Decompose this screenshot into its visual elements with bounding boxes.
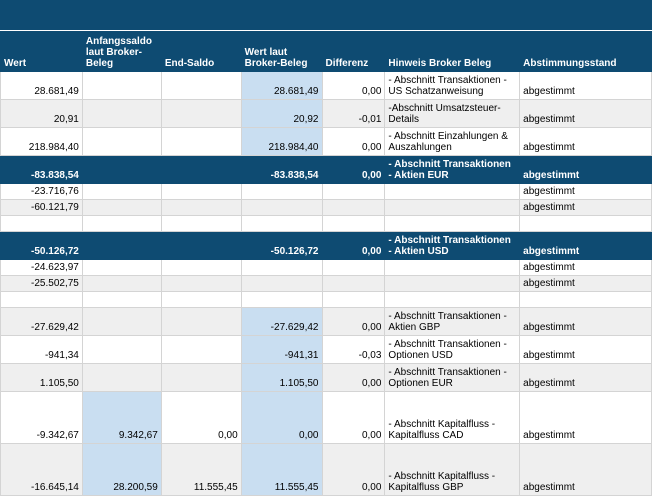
- cell-differenz[interactable]: 0,00: [322, 364, 385, 392]
- table-row: [1, 184, 652, 200]
- cell-wert-laut[interactable]: -941,31: [241, 336, 322, 364]
- table-row: [1, 336, 652, 364]
- cell-differenz[interactable]: 0,00: [322, 444, 385, 496]
- cell-hinweis[interactable]: - Abschnitt Kapitalfluss - Kapitalfluss GBP: [385, 444, 520, 496]
- cell-wert-laut[interactable]: 218.984,40: [241, 128, 322, 156]
- col-header-wert[interactable]: Wert: [1, 32, 83, 72]
- table-row: [1, 128, 652, 156]
- cell-wert-laut[interactable]: -83.838,54: [241, 156, 322, 184]
- cell-wert-laut[interactable]: 20,92: [241, 100, 322, 128]
- cell-anfangssaldo[interactable]: 28.200,59: [82, 444, 161, 496]
- cell-abstimmungsstand[interactable]: [520, 292, 652, 308]
- table-row: [1, 216, 652, 232]
- cell-hinweis[interactable]: - Abschnitt Transaktionen - Aktien EUR: [385, 156, 520, 184]
- table-row: [1, 260, 652, 276]
- cell-wert[interactable]: -23.716,76: [1, 184, 83, 200]
- cell-anfangssaldo[interactable]: [82, 232, 161, 260]
- cell-anfangssaldo[interactable]: [82, 336, 161, 364]
- cell-anfangssaldo[interactable]: 9.342,67: [82, 392, 161, 444]
- cell-anfangssaldo[interactable]: [82, 200, 161, 216]
- table-row: [1, 392, 652, 444]
- cell-differenz[interactable]: 0,00: [322, 128, 385, 156]
- cell-wert[interactable]: 28.681,49: [1, 72, 83, 100]
- cell-differenz[interactable]: 0,00: [322, 232, 385, 260]
- header-row: [1, 32, 652, 72]
- top-banner: [0, 0, 652, 30]
- cell-wert-laut[interactable]: -50.126,72: [241, 232, 322, 260]
- table-row: [1, 200, 652, 216]
- cell-anfangssaldo[interactable]: [82, 128, 161, 156]
- cell-hinweis[interactable]: [385, 200, 520, 216]
- cell-wert-laut[interactable]: [241, 276, 322, 292]
- cell-wert-laut[interactable]: 0,00: [241, 392, 322, 444]
- cell-hinweis[interactable]: [385, 276, 520, 292]
- cell-end-saldo[interactable]: [161, 156, 241, 184]
- cell-hinweis[interactable]: [385, 260, 520, 276]
- cell-abstimmungsstand[interactable]: abgestimmt: [520, 308, 652, 336]
- cell-differenz[interactable]: -0,01: [322, 100, 385, 128]
- cell-wert[interactable]: -941,34: [1, 336, 83, 364]
- cell-abstimmungsstand[interactable]: abgestimmt: [520, 156, 652, 184]
- cell-abstimmungsstand[interactable]: abgestimmt: [520, 392, 652, 444]
- cell-wert[interactable]: 20,91: [1, 100, 83, 128]
- cell-anfangssaldo[interactable]: [82, 184, 161, 200]
- cell-anfangssaldo[interactable]: [82, 72, 161, 100]
- cell-abstimmungsstand[interactable]: abgestimmt: [520, 200, 652, 216]
- cell-wert-laut[interactable]: 28.681,49: [241, 72, 322, 100]
- cell-wert[interactable]: 218.984,40: [1, 128, 83, 156]
- cell-end-saldo[interactable]: [161, 232, 241, 260]
- cell-wert-laut[interactable]: [241, 292, 322, 308]
- table-row: [1, 100, 652, 128]
- cell-end-saldo[interactable]: [161, 100, 241, 128]
- cell-abstimmungsstand[interactable]: abgestimmt: [520, 232, 652, 260]
- table-row: [1, 276, 652, 292]
- cell-wert[interactable]: -9.342,67: [1, 392, 83, 444]
- cell-wert[interactable]: -24.623,97: [1, 260, 83, 276]
- col-header-anfangssaldo[interactable]: Anfangssaldo laut Broker-Beleg: [82, 32, 161, 72]
- cell-wert[interactable]: -27.629,42: [1, 308, 83, 336]
- cell-hinweis[interactable]: - Abschnitt Transaktionen - Aktien USD: [385, 232, 520, 260]
- cell-hinweis[interactable]: - Abschnitt Transaktionen - Optionen USD: [385, 336, 520, 364]
- cell-wert[interactable]: -60.121,79: [1, 200, 83, 216]
- cell-end-saldo[interactable]: [161, 308, 241, 336]
- cell-anfangssaldo[interactable]: [82, 100, 161, 128]
- cell-abstimmungsstand[interactable]: abgestimmt: [520, 276, 652, 292]
- cell-hinweis[interactable]: - Abschnitt Transaktionen - US Schatzanweisung: [385, 72, 520, 100]
- cell-wert-laut[interactable]: -27.629,42: [241, 308, 322, 336]
- table-row: [1, 308, 652, 336]
- cell-hinweis[interactable]: [385, 216, 520, 232]
- cell-hinweis[interactable]: - Abschnitt Transaktionen - Aktien GBP: [385, 308, 520, 336]
- cell-differenz[interactable]: 0,00: [322, 72, 385, 100]
- cell-end-saldo[interactable]: 11.555,45: [161, 444, 241, 496]
- cell-differenz[interactable]: [322, 292, 385, 308]
- cell-hinweis[interactable]: [385, 184, 520, 200]
- cell-abstimmungsstand[interactable]: abgestimmt: [520, 336, 652, 364]
- cell-anfangssaldo[interactable]: [82, 156, 161, 184]
- cell-hinweis[interactable]: [385, 292, 520, 308]
- cell-wert[interactable]: -16.645,14: [1, 444, 83, 496]
- cell-differenz[interactable]: [322, 216, 385, 232]
- cell-abstimmungsstand[interactable]: abgestimmt: [520, 260, 652, 276]
- cell-anfangssaldo[interactable]: [82, 260, 161, 276]
- table-row: [1, 292, 652, 308]
- cell-hinweis[interactable]: - Abschnitt Kapitalfluss - Kapitalfluss CAD: [385, 392, 520, 444]
- cell-wert-laut[interactable]: [241, 184, 322, 200]
- cell-anfangssaldo[interactable]: [82, 364, 161, 392]
- cell-anfangssaldo[interactable]: [82, 276, 161, 292]
- table-row: [1, 72, 652, 100]
- cell-differenz[interactable]: -0,03: [322, 336, 385, 364]
- cell-anfangssaldo[interactable]: [82, 216, 161, 232]
- cell-end-saldo[interactable]: 0,00: [161, 392, 241, 444]
- col-header-hinweis[interactable]: Hinweis Broker Beleg: [385, 32, 520, 72]
- cell-end-saldo[interactable]: [161, 276, 241, 292]
- cell-wert[interactable]: [1, 216, 83, 232]
- cell-hinweis[interactable]: -Abschnitt Umsatzsteuer-Details: [385, 100, 520, 128]
- cell-wert-laut[interactable]: 1.105,50: [241, 364, 322, 392]
- cell-abstimmungsstand[interactable]: abgestimmt: [520, 364, 652, 392]
- reconciliation-table: [0, 31, 652, 496]
- col-header-differenz[interactable]: Differenz: [322, 32, 385, 72]
- cell-end-saldo[interactable]: [161, 260, 241, 276]
- cell-hinweis[interactable]: - Abschnitt Transaktionen - Optionen EUR: [385, 364, 520, 392]
- cell-end-saldo[interactable]: [161, 128, 241, 156]
- cell-wert-laut[interactable]: 11.555,45: [241, 444, 322, 496]
- cell-differenz[interactable]: [322, 184, 385, 200]
- cell-wert-laut[interactable]: [241, 260, 322, 276]
- col-header-abstimmung[interactable]: Abstimmungsstand: [520, 32, 652, 72]
- col-header-end-saldo[interactable]: End-Saldo: [161, 32, 241, 72]
- cell-wert-laut[interactable]: [241, 216, 322, 232]
- cell-differenz[interactable]: 0,00: [322, 308, 385, 336]
- cell-wert[interactable]: [1, 292, 83, 308]
- cell-abstimmungsstand[interactable]: abgestimmt: [520, 184, 652, 200]
- cell-wert[interactable]: -50.126,72: [1, 232, 83, 260]
- cell-anfangssaldo[interactable]: [82, 308, 161, 336]
- cell-hinweis[interactable]: - Abschnitt Einzahlungen & Auszahlungen: [385, 128, 520, 156]
- cell-end-saldo[interactable]: [161, 292, 241, 308]
- table-row: [1, 232, 652, 260]
- cell-anfangssaldo[interactable]: [82, 292, 161, 308]
- cell-abstimmungsstand[interactable]: abgestimmt: [520, 100, 652, 128]
- cell-differenz[interactable]: 0,00: [322, 392, 385, 444]
- table-row: [1, 444, 652, 496]
- table-row: [1, 156, 652, 184]
- cell-wert[interactable]: -25.502,75: [1, 276, 83, 292]
- cell-end-saldo[interactable]: [161, 72, 241, 100]
- cell-end-saldo[interactable]: [161, 216, 241, 232]
- cell-wert-laut[interactable]: [241, 200, 322, 216]
- table-row: [1, 364, 652, 392]
- cell-end-saldo[interactable]: [161, 336, 241, 364]
- cell-end-saldo[interactable]: [161, 184, 241, 200]
- cell-differenz[interactable]: [322, 200, 385, 216]
- cell-differenz[interactable]: [322, 276, 385, 292]
- cell-wert[interactable]: -83.838,54: [1, 156, 83, 184]
- cell-end-saldo[interactable]: [161, 364, 241, 392]
- cell-end-saldo[interactable]: [161, 200, 241, 216]
- cell-differenz[interactable]: [322, 260, 385, 276]
- col-header-wert-laut[interactable]: Wert laut Broker-Beleg: [241, 32, 322, 72]
- cell-abstimmungsstand[interactable]: abgestimmt: [520, 72, 652, 100]
- cell-abstimmungsstand[interactable]: [520, 216, 652, 232]
- cell-wert[interactable]: 1.105,50: [1, 364, 83, 392]
- cell-differenz[interactable]: 0,00: [322, 156, 385, 184]
- cell-abstimmungsstand[interactable]: abgestimmt: [520, 128, 652, 156]
- cell-abstimmungsstand[interactable]: abgestimmt: [520, 444, 652, 496]
